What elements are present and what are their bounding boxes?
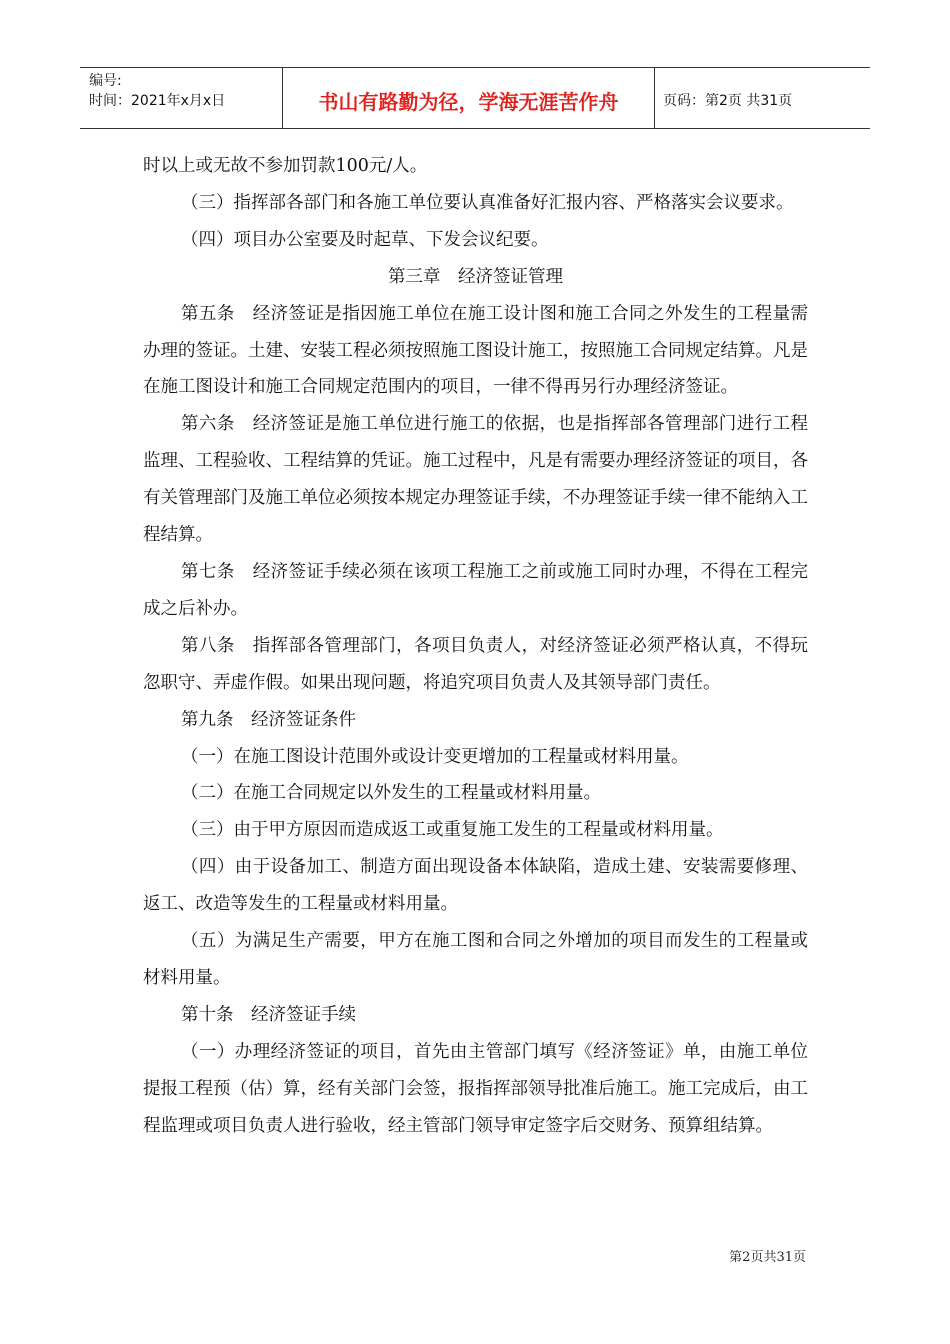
list-item: （一）办理经济签证的项目，首先由主管部门填写《经济签证》单，由施工单位提报工程预（估）算，经有关部门会签，报指挥部领导批准后施工。施工完成后，由工程监理或项目负责人进行验收，经主管部门领导审定签字后交财务、预算组结算。 xyxy=(143,1041,808,1136)
article-heading: 第十条 经济签证手续 xyxy=(181,1004,356,1025)
document-body xyxy=(143,148,808,1144)
list-item: （二）在施工合同规定以外发生的工程量或材料用量。 xyxy=(181,783,601,804)
article-heading: 第九条 经济签证条件 xyxy=(181,709,356,730)
header-meta xyxy=(80,68,282,128)
page-header xyxy=(80,67,870,129)
chapter-title: 第三章 经济签证管理 xyxy=(388,266,563,287)
list-item: （四）由于设备加工、制造方面出现设备本体缺陷，造成土建、安装需要修理、返工、改造等发生的工程量或材料用量。 xyxy=(143,857,808,915)
header-motto: 书山有路勤为径，学海无涯苦作舟 xyxy=(282,68,655,128)
paragraph: 时以上或无故不参加罚款100元/人。 xyxy=(143,156,428,176)
page-footer: 第2页共31页 xyxy=(729,1250,806,1265)
paragraph: 第六条 经济签证是施工单位进行施工的依据，也是指挥部各管理部门进行工程监理、工程验收、工程结算的凭证。施工过程中，凡是有需要办理经济签证的项目，各有关管理部门及施工单位必须按本规定办理签证手续，不办理签证手续一律不能纳入工程结算。 xyxy=(143,414,808,546)
header-page-number: 页码：第2页 共31页 xyxy=(663,93,793,109)
paragraph: 第五条 经济签证是指因施工单位在施工设计图和施工合同之外发生的工程量需办理的签证。土建、安装工程必须按照施工图设计施工，按照施工合同规定结算。凡是在施工图设计和施工合同规定范围内的项目，一律不得再另行办理经济签证。 xyxy=(143,303,808,398)
document-number-label: 编号: xyxy=(89,73,122,89)
paragraph: 第七条 经济签证手续必须在该项工程施工之前或施工同时办理，不得在工程完成之后补办。 xyxy=(143,561,808,619)
paragraph: （三）指挥部各部门和各施工单位要认真准备好汇报内容、严格落实会议要求。 xyxy=(181,192,794,213)
list-item: （一）在施工图设计范围外或设计变更增加的工程量或材料用量。 xyxy=(181,746,689,767)
list-item: （五）为满足生产需要，甲方在施工图和合同之外增加的项目而发生的工程量或材料用量。 xyxy=(143,931,808,988)
paragraph: 第八条 指挥部各管理部门，各项目负责人，对经济签证必须严格认真，不得玩忽职守、弄虚作假。如果出现问题，将追究项目负责人及其领导部门责任。 xyxy=(143,635,808,693)
list-item: （三）由于甲方原因而造成返工或重复施工发生的工程量或材料用量。 xyxy=(181,820,724,841)
paragraph: （四）项目办公室要及时起草、下发会议纪要。 xyxy=(181,229,549,250)
document-time-label: 时间：2021年x月x日 xyxy=(89,93,226,109)
